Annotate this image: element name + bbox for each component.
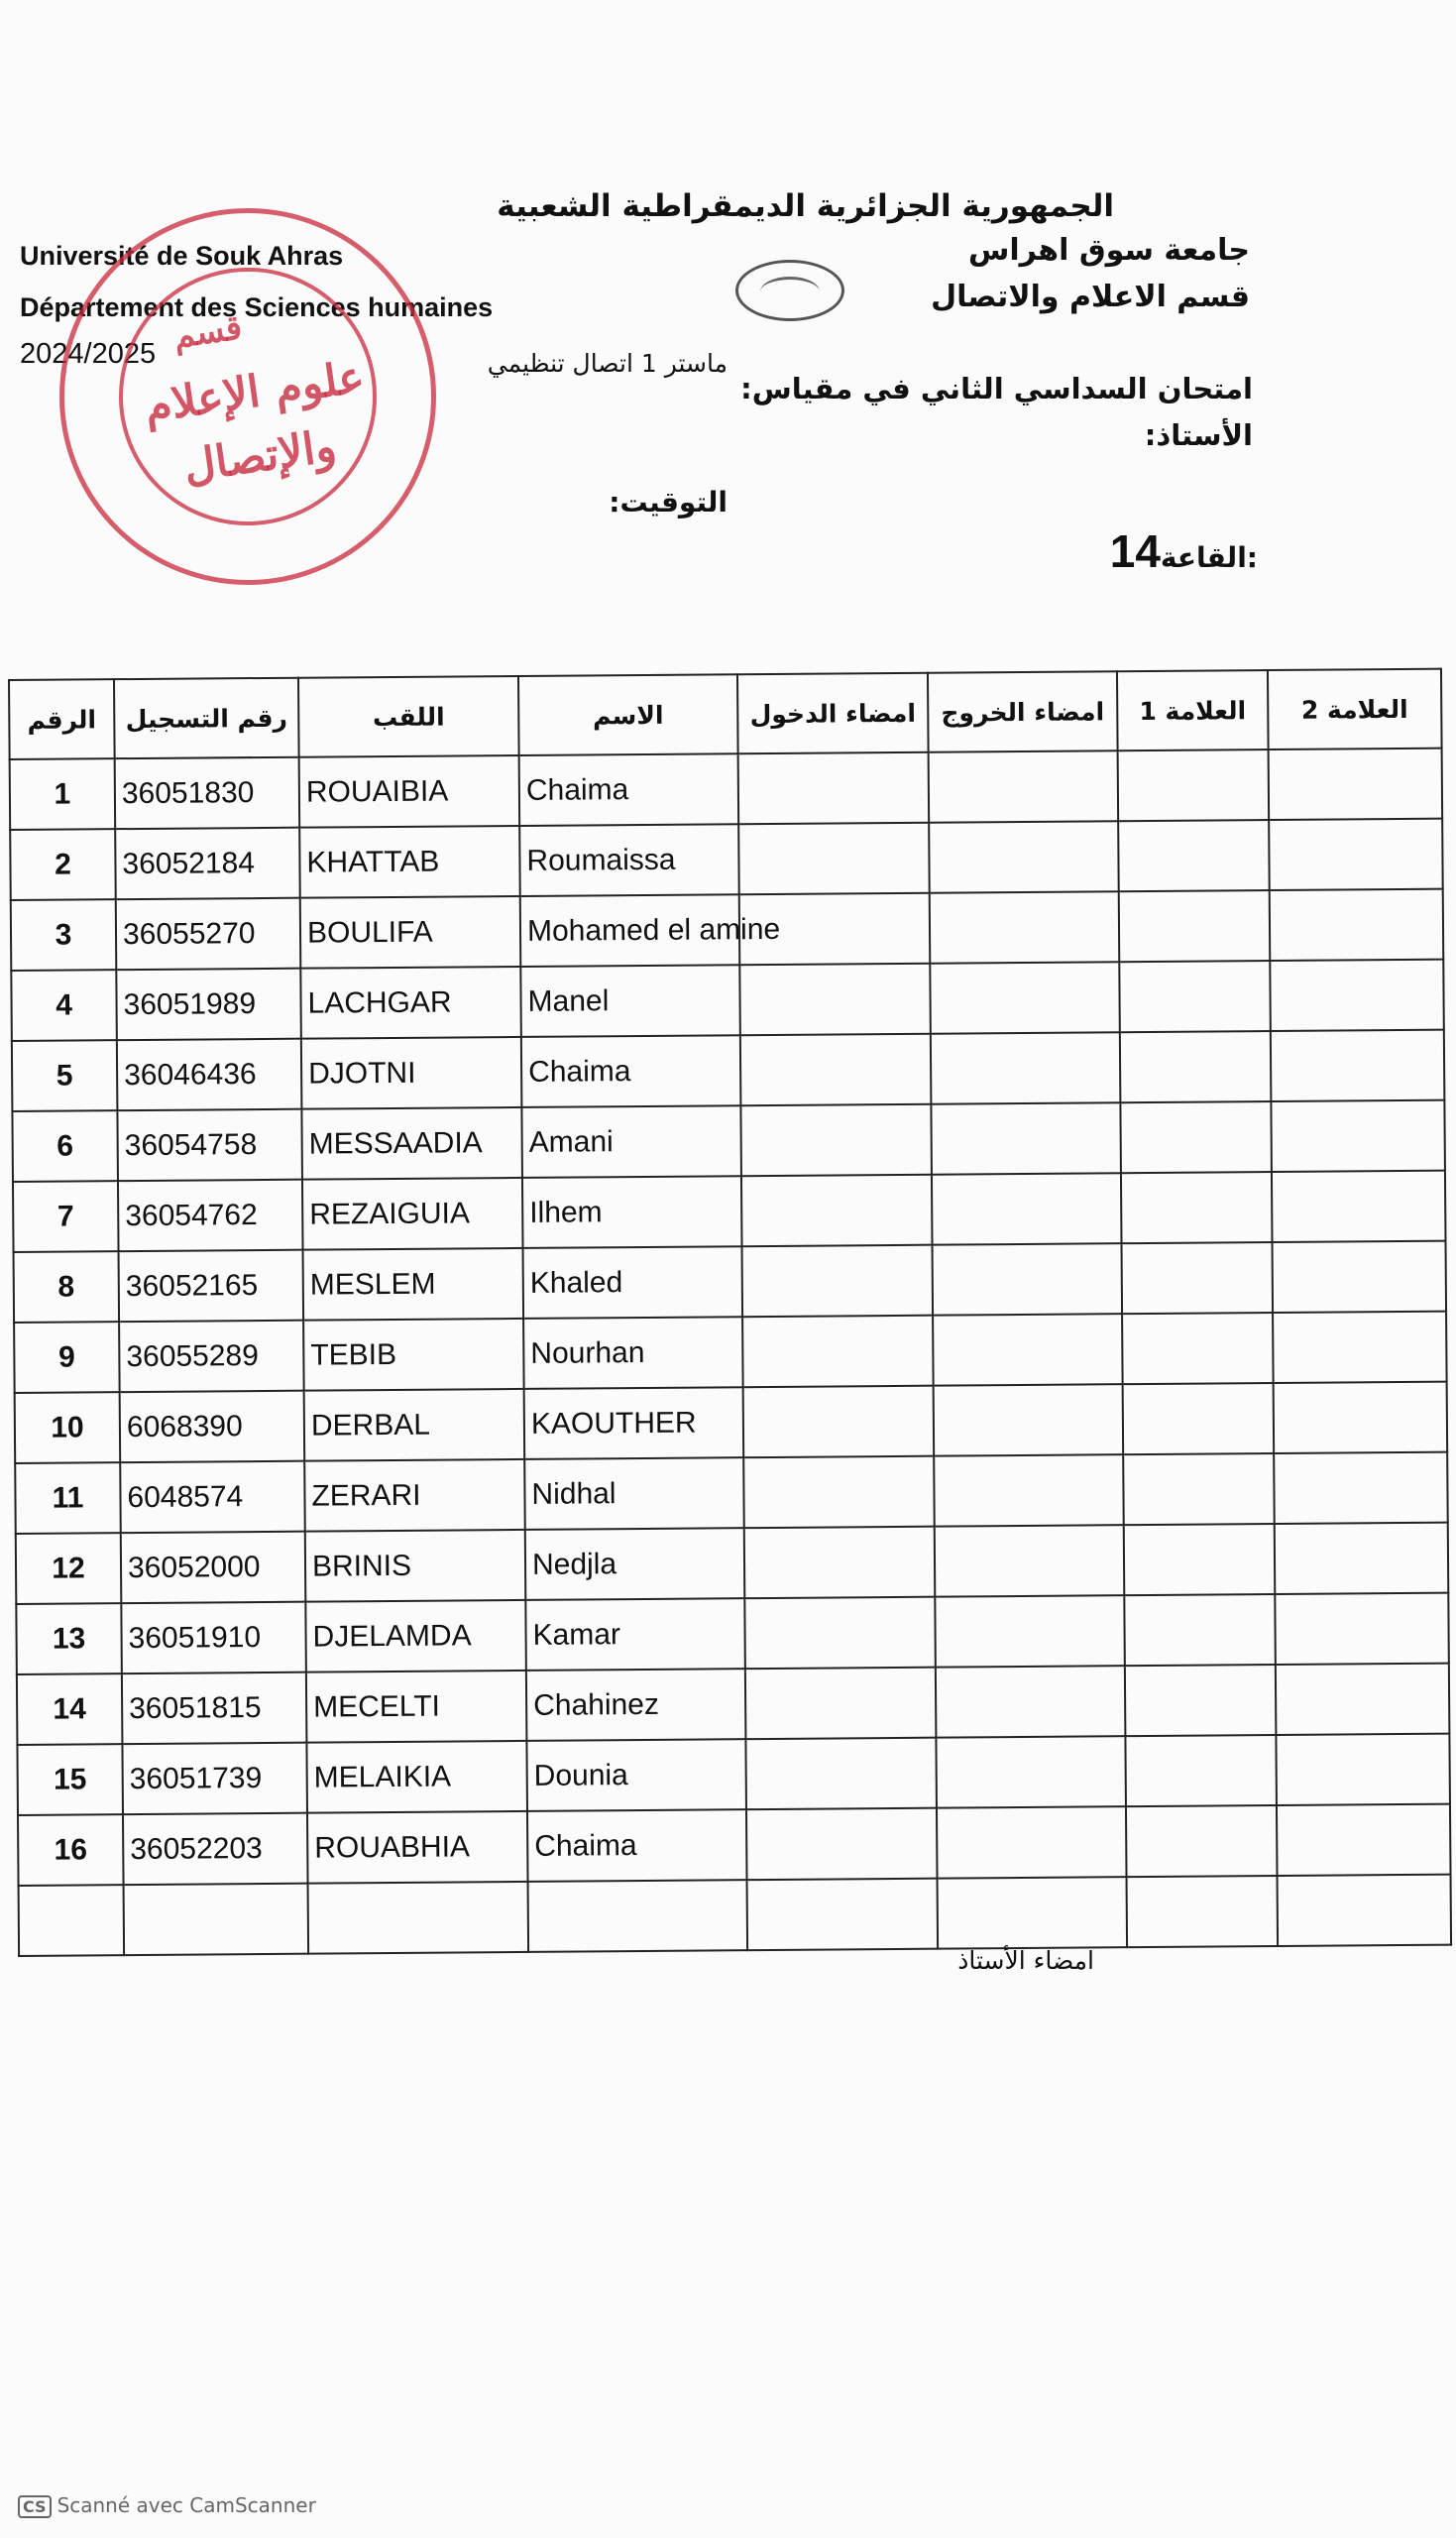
cell-sign-out xyxy=(931,1102,1121,1174)
cell-num: 15 xyxy=(17,1744,123,1815)
cell-empty xyxy=(747,1879,939,1951)
cell-reg: 36046436 xyxy=(117,1039,302,1110)
cell-sign-in xyxy=(743,1386,935,1458)
cell-reg: 36052000 xyxy=(121,1532,306,1603)
cell-sign-out xyxy=(936,1666,1126,1737)
table-row xyxy=(12,1100,1445,1182)
cell-first: Ilhem xyxy=(522,1176,742,1248)
cell-num: 7 xyxy=(13,1181,119,1252)
cell-num: 4 xyxy=(11,970,117,1041)
cell-sign-in xyxy=(742,1316,934,1388)
cell-sign-out xyxy=(930,962,1120,1033)
header-num: الرقم xyxy=(9,679,115,759)
cell-reg: 36051739 xyxy=(122,1743,307,1814)
cell-last: LACHGAR xyxy=(300,967,521,1039)
cell-num: 10 xyxy=(15,1392,121,1463)
cell-grade-2 xyxy=(1276,1734,1450,1805)
cell-empty xyxy=(1278,1875,1452,1946)
cell-first: Manel xyxy=(520,965,740,1037)
cell-grade-1 xyxy=(1124,1524,1276,1595)
cell-last: MESLEM xyxy=(303,1248,524,1321)
cell-sign-in xyxy=(743,1456,935,1529)
cell-sign-out xyxy=(929,821,1119,892)
cell-num: 6 xyxy=(12,1110,118,1182)
table-row xyxy=(13,1171,1446,1252)
university-name-ar: جامعة سوق اهراس xyxy=(967,233,1250,268)
cell-first: Khaled xyxy=(523,1246,743,1319)
cell-reg: 36055289 xyxy=(119,1321,304,1392)
cell-sign-out xyxy=(934,1384,1124,1455)
table-row xyxy=(17,1664,1450,1745)
scanner-text: Scanné avec CamScanner xyxy=(56,2493,316,2517)
table-row xyxy=(18,1804,1451,1886)
cell-reg: 6048574 xyxy=(120,1461,305,1533)
cell-grade-2 xyxy=(1271,1030,1445,1101)
cell-sign-in xyxy=(742,1245,934,1318)
table-row xyxy=(15,1382,1448,1463)
header-registration: رقم التسجيل xyxy=(114,678,299,758)
stamp-text-top: قسم xyxy=(170,307,245,357)
cell-grade-2 xyxy=(1276,1664,1450,1735)
stamp-text-line1: علوم الإعلام xyxy=(141,351,368,433)
cell-reg: 36055270 xyxy=(116,898,301,970)
department-name-fr: Département des Sciences humaines xyxy=(20,292,494,322)
cell-sign-in xyxy=(738,823,930,895)
cell-grade-1 xyxy=(1124,1594,1276,1666)
cell-grade-2 xyxy=(1275,1523,1449,1594)
cell-sign-in xyxy=(740,1034,932,1106)
cell-num: 14 xyxy=(17,1673,123,1745)
cell-sign-in xyxy=(741,1175,933,1247)
cell-grade-2 xyxy=(1272,1171,1446,1242)
table-row xyxy=(11,889,1444,971)
cell-grade-1 xyxy=(1123,1453,1275,1525)
cell-empty xyxy=(938,1877,1128,1948)
table-row xyxy=(15,1452,1448,1534)
camscanner-icon: CS xyxy=(18,2495,52,2518)
table-row xyxy=(10,749,1443,830)
cell-grade-2 xyxy=(1273,1241,1447,1313)
cell-reg: 36051830 xyxy=(115,757,300,829)
cell-first: KAOUTHER xyxy=(524,1387,744,1459)
cell-sign-out xyxy=(936,1736,1126,1807)
header-grade-2: العلامة 2 xyxy=(1268,669,1442,750)
cell-grade-1 xyxy=(1118,750,1270,821)
cell-last: DJELAMDA xyxy=(305,1600,526,1673)
cell-last: REZAIGUIA xyxy=(302,1178,523,1250)
header-first-name: الاسم xyxy=(518,674,738,755)
republic-title-ar: الجمهورية الجزائرية الديمقراطية الشعبية xyxy=(497,188,1114,224)
cell-sign-in xyxy=(744,1597,936,1670)
header-last-name: اللقب xyxy=(298,676,519,757)
cell-grade-1 xyxy=(1122,1242,1274,1314)
cell-grade-1 xyxy=(1119,961,1271,1032)
table-row xyxy=(11,960,1444,1041)
cell-reg: 36054762 xyxy=(118,1180,303,1251)
university-name-fr: Université de Souk Ahras xyxy=(20,241,344,271)
department-name-ar: قسم الاعلام والاتصال xyxy=(931,280,1250,314)
cell-num: 13 xyxy=(16,1603,122,1674)
cell-last: MELAIKIA xyxy=(306,1741,527,1813)
cell-grade-1 xyxy=(1120,1101,1272,1173)
cell-sign-in xyxy=(745,1668,937,1740)
academic-year: 2024/2025 xyxy=(20,338,157,370)
cell-last: BOULIFA xyxy=(300,896,521,969)
cell-grade-2 xyxy=(1277,1804,1451,1876)
table-row xyxy=(12,1030,1445,1111)
cell-sign-out xyxy=(935,1595,1125,1667)
header-sign-out: امضاء الخروج xyxy=(928,671,1118,751)
cell-sign-in xyxy=(744,1527,936,1599)
cell-reg: 36051910 xyxy=(121,1602,306,1673)
cell-grade-1 xyxy=(1125,1735,1277,1806)
cell-reg: 36051989 xyxy=(116,969,301,1040)
cell-first: Chaima xyxy=(519,753,739,826)
cell-reg: 36052203 xyxy=(123,1813,308,1885)
cell-last: ROUAIBIA xyxy=(299,755,520,828)
cell-grade-1 xyxy=(1122,1313,1274,1384)
cell-sign-out xyxy=(934,1454,1124,1526)
cell-last: KHATTAB xyxy=(299,826,520,898)
cell-num: 11 xyxy=(15,1462,121,1534)
logo-arc-icon xyxy=(760,277,820,307)
cell-grade-1 xyxy=(1118,820,1270,891)
scanner-watermark xyxy=(18,2493,316,2518)
cell-reg: 6068390 xyxy=(120,1391,305,1462)
cell-sign-out xyxy=(931,1032,1121,1103)
cell-grade-2 xyxy=(1274,1382,1448,1453)
table-header-row xyxy=(9,669,1442,759)
cell-first: Chaima xyxy=(527,1809,747,1882)
cell-last: ZERARI xyxy=(304,1459,525,1532)
cell-sign-out xyxy=(933,1314,1123,1385)
cell-num: 9 xyxy=(14,1322,120,1393)
exam-title-ar: امتحان السداسي الثاني في مقياس: xyxy=(740,372,1253,405)
header-grade-1: العلامة 1 xyxy=(1117,670,1269,750)
table-row xyxy=(16,1523,1449,1604)
cell-last: MESSAADIA xyxy=(301,1107,522,1180)
cell-sign-out xyxy=(930,891,1120,963)
cell-last: DERBAL xyxy=(304,1389,525,1461)
cell-num: 8 xyxy=(14,1251,120,1323)
cell-sign-in xyxy=(738,752,930,825)
cell-grade-2 xyxy=(1273,1312,1447,1383)
cell-grade-1 xyxy=(1123,1383,1275,1454)
attendance-table xyxy=(8,668,1452,1957)
cell-sign-out xyxy=(932,1173,1122,1244)
cell-grade-1 xyxy=(1119,890,1271,962)
cell-sign-in xyxy=(739,964,931,1036)
cell-last: MECELTI xyxy=(306,1671,527,1743)
cell-last: TEBIB xyxy=(303,1319,524,1391)
cell-grade-2 xyxy=(1274,1452,1448,1524)
cell-sign-out xyxy=(929,750,1119,822)
room-number: 14 xyxy=(1109,525,1161,577)
cell-empty xyxy=(1127,1876,1279,1947)
cell-grade-1 xyxy=(1121,1172,1273,1243)
cell-grade-1 xyxy=(1126,1805,1278,1877)
cell-empty xyxy=(528,1880,748,1952)
cell-last: DJOTNI xyxy=(301,1037,522,1109)
cell-first: Chaima xyxy=(521,1035,741,1107)
cell-sign-out xyxy=(935,1525,1125,1596)
cell-num: 3 xyxy=(11,899,117,971)
cell-grade-2 xyxy=(1271,1100,1445,1172)
cell-num: 5 xyxy=(12,1040,118,1111)
cell-first: Nourhan xyxy=(523,1317,743,1389)
cell-sign-in xyxy=(740,1104,932,1177)
cell-grade-2 xyxy=(1269,749,1443,820)
cell-sign-in xyxy=(745,1738,937,1810)
cell-grade-1 xyxy=(1125,1665,1277,1736)
cell-grade-1 xyxy=(1120,1031,1272,1102)
header-sign-in: امضاء الدخول xyxy=(737,673,929,754)
table-row xyxy=(14,1241,1447,1323)
teacher-signature-label: امضاء الأستاذ xyxy=(957,1946,1094,1975)
cell-sign-in xyxy=(746,1808,938,1881)
cell-num: 16 xyxy=(18,1814,124,1886)
room-label-ar: القاعة: xyxy=(1160,541,1258,574)
cell-num: 12 xyxy=(16,1533,122,1604)
cell-first: Mohamed el amine xyxy=(520,894,740,967)
cell-empty xyxy=(308,1882,529,1954)
cell-last: ROUABHIA xyxy=(307,1811,528,1884)
cell-first: Roumaissa xyxy=(519,824,739,896)
cell-first: Chahinez xyxy=(526,1669,746,1741)
cell-num: 1 xyxy=(10,758,116,830)
table-row xyxy=(16,1593,1449,1674)
cell-first: Kamar xyxy=(525,1598,745,1671)
cell-grade-2 xyxy=(1269,819,1443,890)
program-level-ar: ماستر 1 اتصال تنظيمي xyxy=(487,349,728,378)
room-label xyxy=(1109,525,1258,577)
cell-first: Nidhal xyxy=(524,1457,744,1530)
teacher-label-ar: الأستاذ: xyxy=(1144,418,1253,452)
cell-num: 2 xyxy=(10,829,116,900)
cell-reg: 36051815 xyxy=(122,1673,307,1744)
cell-last: BRINIS xyxy=(305,1530,526,1602)
cell-empty xyxy=(19,1885,125,1956)
cell-grade-2 xyxy=(1270,960,1444,1031)
cell-grade-2 xyxy=(1275,1593,1449,1665)
university-logo xyxy=(735,260,844,321)
stamp-text-line2: والإتصال xyxy=(180,420,340,493)
cell-first: Amani xyxy=(521,1105,741,1178)
cell-first: Dounia xyxy=(526,1739,746,1811)
cell-sign-out xyxy=(937,1806,1127,1878)
table-row-empty xyxy=(19,1875,1452,1956)
cell-reg: 36054758 xyxy=(117,1109,302,1181)
cell-grade-2 xyxy=(1270,889,1444,961)
cell-first: Nedjla xyxy=(525,1528,745,1600)
timing-label-ar: التوقيت: xyxy=(609,486,728,519)
cell-empty xyxy=(124,1884,309,1955)
table-row xyxy=(10,819,1443,900)
cell-reg: 36052184 xyxy=(115,828,300,899)
cell-sign-out xyxy=(933,1243,1123,1315)
table-row xyxy=(17,1734,1450,1815)
cell-reg: 36052165 xyxy=(119,1250,304,1322)
table-row xyxy=(14,1312,1447,1393)
